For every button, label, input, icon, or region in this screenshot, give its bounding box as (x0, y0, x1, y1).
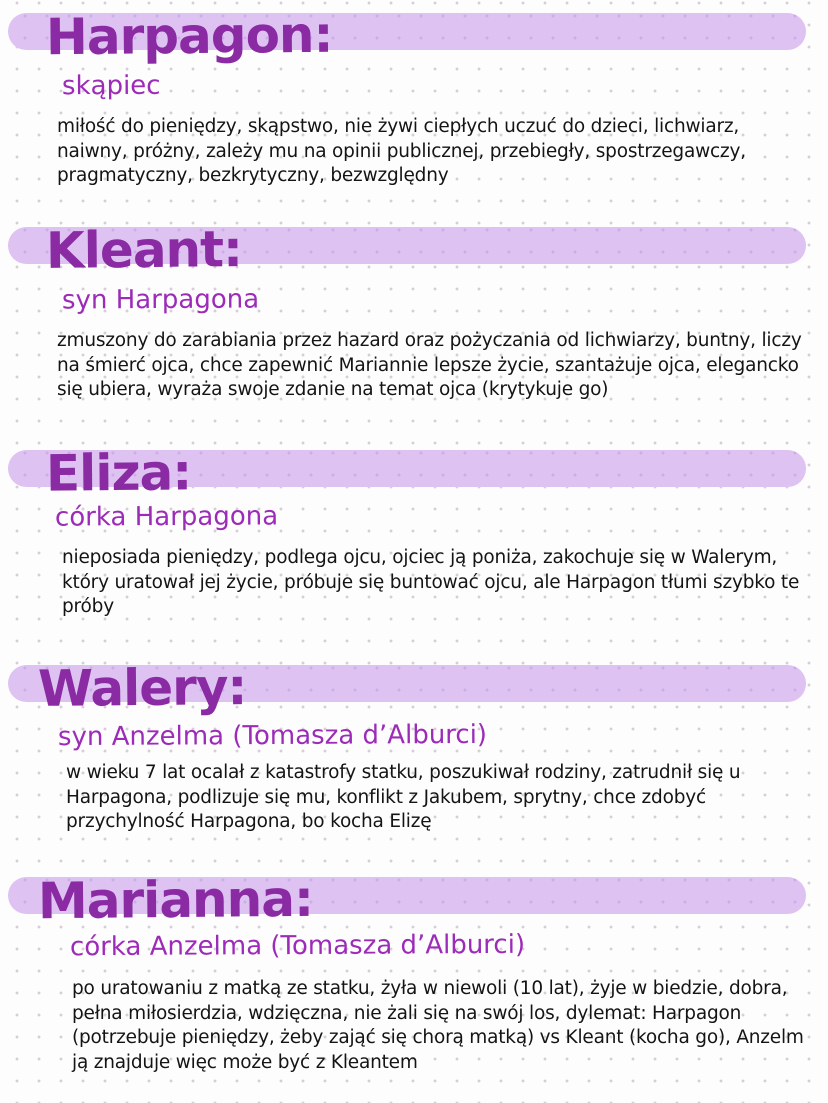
section-title: Kleant: (45, 220, 243, 280)
section-subtitle: córka Harpagona (54, 501, 279, 533)
section-subtitle: córka Anzelma (Tomasza d’Alburci) (69, 929, 526, 963)
section-subtitle: syn Anzelma (Tomasza d’Alburci) (57, 719, 488, 753)
section-title: Harpagon: (45, 5, 333, 67)
section-body: miłość do pieniędzy, skąpstwo, nie żywi ciepłych uczuć do dzieci, lichwiarz, naiwny, próżny, zależy mu na opinii publicznej, przebiegły, spostrzegawczy, pragmatyczny, bezkrytyczny, bezwzględny (57, 116, 746, 186)
section-subtitle: syn Harpagona (61, 284, 260, 316)
section-subtitle: skąpiec (61, 70, 161, 102)
section-title: Marianna: (37, 869, 314, 931)
section-body: nieposiada pieniędzy, podlega ojcu, ojciec ją poniża, zakochuje się w Walerym, który uratował jej życie, próbuje się buntować ojcu, ale Harpagon tłumi szybko te próby (62, 547, 800, 617)
section-body: po uratowaniu z matką ze statku, żyła w niewoli (10 lat), żyje w biedzie, dobra, pełna miłosierdzia, wdzięczna, nie żali się na swój los, dylemat: Harpagon (potrzebuje pieniędzy, żeby zająć się chorą matką) vs Kleant (kocha go), Anzelm ją znajduje więc może być z Kleantem (72, 978, 804, 1073)
section-title: Eliza: (45, 443, 192, 503)
section-title: Walery: (37, 658, 247, 718)
section-body: w wieku 7 lat ocalał z katastrofy statku, poszukiwał rodziny, zatrudnił się u Harpagona, podlizuje się mu, konflikt z Jakubem, sprytny, chce zdobyć przychylność Harpagona, bo kocha Elizę (66, 762, 741, 832)
section-body: zmuszony do zarabiania przez hazard oraz pożyczania od lichwiarzy, buntny, liczy na śmierć ojca, chce zapewnić Mariannie lepsze życie, szantażuje ojca, elegancko się ubiera, wyraża swoje zdanie na temat ojca (krytykuje go) (57, 330, 802, 400)
